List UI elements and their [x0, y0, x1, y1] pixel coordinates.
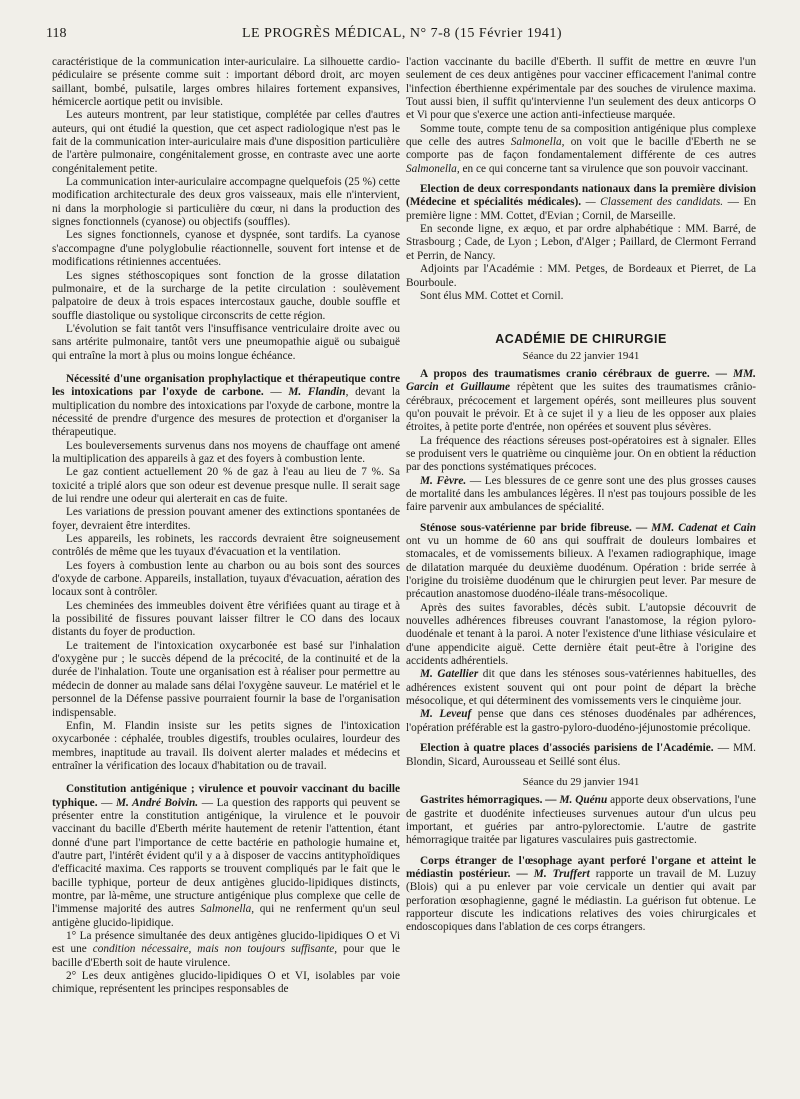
- paragraph: Les auteurs montrent, par leur statistique, complétée par celles d'autres auteurs, qui ont étudié la question, que cet aspect radiologique n'est pas le fait de la communication inter-auriculaire mais d'une disposition particulière de l'artère pulmonaire, congénitalement grosse, en contraste avec une aorte congénitalement petite.: [52, 109, 400, 175]
- paragraph: 2° Les deux antigènes glucido-lipidiques O et VI, isolables par voie chimique, représentent les principes responsables de: [52, 970, 400, 996]
- paragraph: Les appareils, les robinets, les raccords devraient être soigneusement contrôlés de même que les tuyaux d'évacuation et la ventilation.: [52, 533, 400, 559]
- paragraph-text: — Les blessures de ce genre sont une des plus grosses causes de mortalité dans les ambulances légères. Il n'est pas toujours possible de les faire parvenir aux ambulances de spécialité.: [406, 474, 756, 514]
- session-date: Séance du 29 janvier 1941: [522, 775, 640, 788]
- right-column: [406, 56, 756, 935]
- paragraph: caractéristique de la communication inter-auriculaire. La silhouette cardio-pédiculaire se présente comme suit : important débord droit, arc moyen saillant, bombé, pulsatile, larges ombres hilaires fortement expansives, hémicercle aortique petit ou invisible.: [52, 56, 400, 109]
- article-paragraph: [406, 368, 756, 435]
- paragraph: Les signes fonctionnels, cyanose et dyspnée, sont tardifs. La cyanose s'accompagne d'une polyglobulie réactionnelle, souvent fort intense et de modifications rétiniennes accentuées.: [52, 229, 400, 269]
- article-paragraph: [406, 742, 756, 769]
- article-text: qui ne renferment qu'un seul antigène glucido-lipidique.: [52, 903, 401, 929]
- paragraph: Les cheminées des immeubles doivent être vérifiées quant au tirage et à la possibilité de fissures pouvant laisser filtrer le CO dans des locaux distants du foyer de production.: [52, 599, 400, 639]
- article-author: M. Gatellier: [420, 668, 479, 681]
- paragraph-text: 1° La présence simultanée des deux antigènes glucido-lipidiques O et Vi est une: [52, 930, 400, 956]
- paragraph-text: en ce qui concerne tant sa virulence que son pouvoir vaccinant.: [462, 162, 749, 175]
- article-author: M. Leveuf: [420, 708, 472, 721]
- italic-term: Salmonella,: [200, 903, 255, 916]
- paragraph-text: pour que le bacille d'Eberth soit de haute virulence.: [52, 943, 401, 969]
- paragraph: Sont élus MM. Cottet et Cornil.: [420, 289, 564, 302]
- paragraph-text: dit que dans les sténoses sous-vatériennes habituelles, des adhérences existent souvent qui ont pour point de départ la brèche mésocolique, et qui déterminent des vomissements vers le cinquième jour.: [406, 668, 756, 708]
- article-title: Election à quatre places d'associés parisiens de l'Académie.: [420, 742, 714, 755]
- paragraph: Adjoints par l'Académie : MM. Petges, de Bordeaux et Pierret, de La Bourboule.: [406, 263, 756, 289]
- article-paragraph: Nécessité d'une organisation prophylactique et thérapeutique contre les intoxications par l'oxyde de carbone. — M. Flandin, devant la multiplication du nombre des intoxications par l'oxyde de carbone, montre la nécessité de prendre d'urgence des mesures de protection et d'organiser la thérapeutique.: [52, 372, 400, 439]
- paragraph-text: pense que dans ces sténoses duodénales par adhérences, l'opération préférable est la gastro-pyloro-duodéno-jéjunostomie précolique.: [406, 708, 756, 734]
- paragraph-text: Somme toute, compte tenu de sa composition antigénique plus complexe que celle des autres: [406, 122, 756, 149]
- article-title: Election de deux correspondants nationaux dans la première division (Médecine et spécialités médicales).: [406, 183, 756, 209]
- article-text: ont vu un homme de 60 ans qui souffrait de douleurs lombaires et stomacales, et de vomissements bilieux. A l'examen radiographique, image de dilatation marquée du deuxième duodénum. Opération : bride serrée à l'origine du troisième duodénum que le chirurgien peut lever. Par mesure de précaution anastomose duodéno-iléale trans-mésocolique.: [406, 535, 756, 601]
- paragraph: [406, 475, 756, 515]
- article-title: A propos des traumatismes cranio cérébraux de guerre.: [420, 367, 710, 380]
- article-title: Gastrites hémorragiques.: [420, 794, 543, 807]
- article-title: Nécessité d'une organisation prophylactique et thérapeutique contre les intoxications par l'oxyde de carbone.: [52, 372, 400, 399]
- paragraph: L'évolution se fait tantôt vers l'insuffisance ventriculaire droite avec ou sans artérite pulmonaire, tantôt vers une pneumopathie aiguë ou subaiguë qui entraîne la mort à plus ou moins longue échéance.: [52, 322, 400, 362]
- paragraph: En seconde ligne, ex æquo, et par ordre alphabétique : MM. Barré, de Strasbourg ; Cade, de Lyon ; Lebon, d'Alger ; Paillard, de Clermont Ferrand et Perrin, de Nancy.: [406, 223, 756, 262]
- article-author: — M. Quénu: [545, 794, 608, 807]
- italic-term: — Classement des candidats.: [585, 196, 724, 209]
- article-text: apporte deux observations, l'une de gastrite et duodénite infectieuses survenues autour d'un ulcus peu important, et guéries par antro-pylorectomie. L'autre de gastrite hémorragique traitée par ligatures vasculaires puis gastrectomie.: [406, 794, 756, 847]
- paragraph: Les variations de pression pouvant amener des extinctions spontanées de foyer, devraient être interdites.: [52, 506, 400, 532]
- italic-term: Salmonella,: [406, 162, 460, 175]
- paragraph: Enfin, M. Flandin insiste sur les petits signes de l'intoxication oxycarbonée : céphalée, troubles digestifs, troubles oculaires, lourdeur des membres, inaptitude au travail. Ils doivent alerter malades et médecins et entraîner la vérification des locaux d'habitation ou de travail.: [52, 719, 400, 772]
- article-text: répètent que les suites des traumatismes crânio-cérébraux, précocement et largement opérés, sont meilleures plus souvent qu'on pouvait le prévoir. Et à ce sujet il y a lieu de les opposer aux plaies étroites, à petite porte d'entrée, non opérées et souvent plus sévères.: [406, 381, 757, 434]
- article-text: — MM. Blondin, Sicard, Aurousseau et Seillé sont élus.: [406, 742, 756, 768]
- paragraph: Les bouleversements survenus dans nos moyens de chauffage ont amené la multiplication des appareils à gaz et des foyers à combustion lente.: [52, 439, 400, 465]
- paragraph: [406, 123, 756, 176]
- article-paragraph: [406, 794, 756, 847]
- paragraph: La communication inter-auriculaire accompagne quelquefois (25 %) cette modification architecturale des deux gros vaisseaux, mais elle n'intervient, ni dans la morphologie si particulière du cœur, ni dans la production des signes fonctionnels (cyanose) ou objectifs (souffles).: [52, 176, 400, 229]
- running-header: [46, 26, 758, 48]
- italic-term: condition nécessaire, mais non toujours suffisante,: [92, 943, 338, 956]
- article-author: — MM. Cadenat et Cain: [635, 521, 756, 534]
- paragraph: Après des suites favorables, décès subit. L'autopsie découvrit de nouvelles adhérences fibreuses couvrant l'anastomose, la région pyloro-duodénale et tenant à la paroi. A noter l'existence d'une lithiase vésiculaire et d'une appendicite aiguë. Cette dernière était peut-être à l'origine des accidents adhérentiels.: [406, 601, 756, 668]
- article-text: rapporte un travail de M. Luzuy (Blois) qui a pu enlever par voie cervicale un dentier qui avait par perforation œsophagienne, gagné le médiastin. La guérison fut obtenue. Le rapporteur discute les indications relatives des voies chirurgicales et endoscopiques dans l'ablation de ces corps étrangers.: [406, 867, 757, 934]
- journal-title: LE PROGRÈS MÉDICAL, N° 7-8 (15 Février 1941): [241, 26, 563, 41]
- article-text: devant la multiplication du nombre des intoxications par l'oxyde de carbone, montre la nécessité de prendre d'urgence des mesures de protection et d'organiser la thérapeutique.: [52, 386, 400, 439]
- article-paragraph: [406, 183, 756, 223]
- paragraph: Le traitement de l'intoxication oxycarbonée est basé sur l'inhalation d'oxygène pur ; le succès dépend de la précocité, de la continuité et de la durée de l'inhalation. Toute une organisation est à réaliser pour permettre au médecin de donner au malade sans délai l'oxygène sauveur. Le matériel et le personnel de la Défense passive pourraient fournir la base de l'organisation indispensable.: [52, 639, 400, 719]
- section-heading: ACADÉMIE DE CHIRURGIE: [495, 332, 667, 347]
- article-text: — En première ligne : MM. Cottet, d'Evian ; Cornil, de Marseille.: [406, 196, 757, 222]
- session-date: Séance du 22 janvier 1941: [522, 349, 640, 362]
- article-author: M. André Boivin.: [116, 796, 199, 809]
- article-paragraph: Constitution antigénique ; virulence et pouvoir vaccinant du bacille typhique. — M. André Boivin. — La question des rapports qui peuvent se présenter entre la constitution antigénique, la virulence et le pouvoir vaccinant du bacille d'Eberth mérite hautement de retenir l'attention, étant donné d'une part l'importance de cette bactérie en pathologie humaine et, d'autre part, l'intérêt évident qu'il y a à disposer de vaccins antityphoïdiques d'efficacité maxima. Ces rapports se trouvent compliqués par le fait que le bacille typhique, porteur de deux antigènes glucido-lipidiques distincts, montre, par là-même, une structure antigénique plus complexe que celle de l'immense majorité des autres Salmonella, qui ne renferment qu'un seul antigène glucido-lipidique.: [52, 783, 401, 929]
- article-title: Corps étranger de l'œsophage ayant perforé l'organe et atteint le médiastin postérieur.: [406, 854, 756, 880]
- article-title: Sténose sous-vatérienne par bride fibreuse.: [420, 521, 632, 534]
- article-author: M. Flandin: [288, 386, 346, 399]
- paragraph: [406, 708, 756, 735]
- paragraph-text: on voit que le bacille d'Eberth ne se comporte pas de façon fondamentalement différente de ces autres: [406, 136, 756, 162]
- article-text: La question des rapports qui peuvent se présenter entre la constitution antigénique, la virulence et le pouvoir vaccinant du bacille d'Eberth mérite hautement de retenir l'attention, étant donné d'une part l'importance de cette bactérie en pathologie humaine et, d'autre part, l'intérêt évident qu'il y a à disposer de vaccins antityphoïdiques d'efficacité maxima. Ces rapports se trouvent compliqués par le fait que le bacille typhique, porteur de deux antigènes glucido-lipidiques distincts, montre, par là-même, une structure antigénique plus complexe que celle de l'immense majorité des autres: [52, 796, 401, 916]
- paragraph: La fréquence des réactions séreuses post-opératoires est à signaler. Elles se produisent vers le quatrième ou cinquième jour. On en obtient la réduction par des ponctions systématiques précoces.: [406, 434, 756, 474]
- article-title: Constitution antigénique ; virulence et pouvoir vaccinant du bacille typhique.: [52, 783, 400, 809]
- paragraph: Les foyers à combustion lente au charbon ou au bois sont des sources d'oxyde de carbone. Appareils, installation, tuyaux d'évacuation, aération des locaux sont à contrôler.: [52, 559, 400, 599]
- paragraph: [52, 930, 400, 970]
- article-paragraph: [406, 522, 756, 602]
- page-number: 118: [46, 26, 67, 41]
- paragraph: [406, 668, 756, 708]
- italic-term: Salmonella,: [510, 136, 565, 149]
- article-author: M. Fèvre.: [420, 474, 467, 487]
- article-author: — MM. Garcin et Guillaume: [406, 367, 756, 394]
- paragraph: Le gaz contient actuellement 20 % de gaz à l'eau au lieu de 7 %. Sa toxicité a triplé alors que son odeur est devenue presque nulle. Il serait sage de lui rendre une odeur qui alerterait en cas de fuite.: [52, 466, 400, 505]
- paragraph: Les signes stéthoscopiques sont fonction de la grosse dilatation pulmonaire, et de la surcharge de la petite circulation : soulèvement palpatoire de deux à trois espaces intercostaux gauche, double souffle et souffle diastolique ou systolique circonscrits de cette région.: [52, 269, 400, 322]
- paragraph: l'action vaccinante du bacille d'Eberth. Il suffit de mettre en œuvre l'un seulement de ces deux antigènes pour vacciner efficacement l'animal contre l'infection éberthienne expérimentale par des souches de virulence maxima. Tout aussi bien, il suffit qu'intervienne l'un seulement des deux anticorps O et Vi pour que s'exerce une action anti-infectieuse marquée.: [406, 56, 756, 122]
- left-column: [52, 56, 400, 997]
- article-paragraph: [406, 855, 756, 935]
- article-author: — M. Truffert: [516, 867, 590, 880]
